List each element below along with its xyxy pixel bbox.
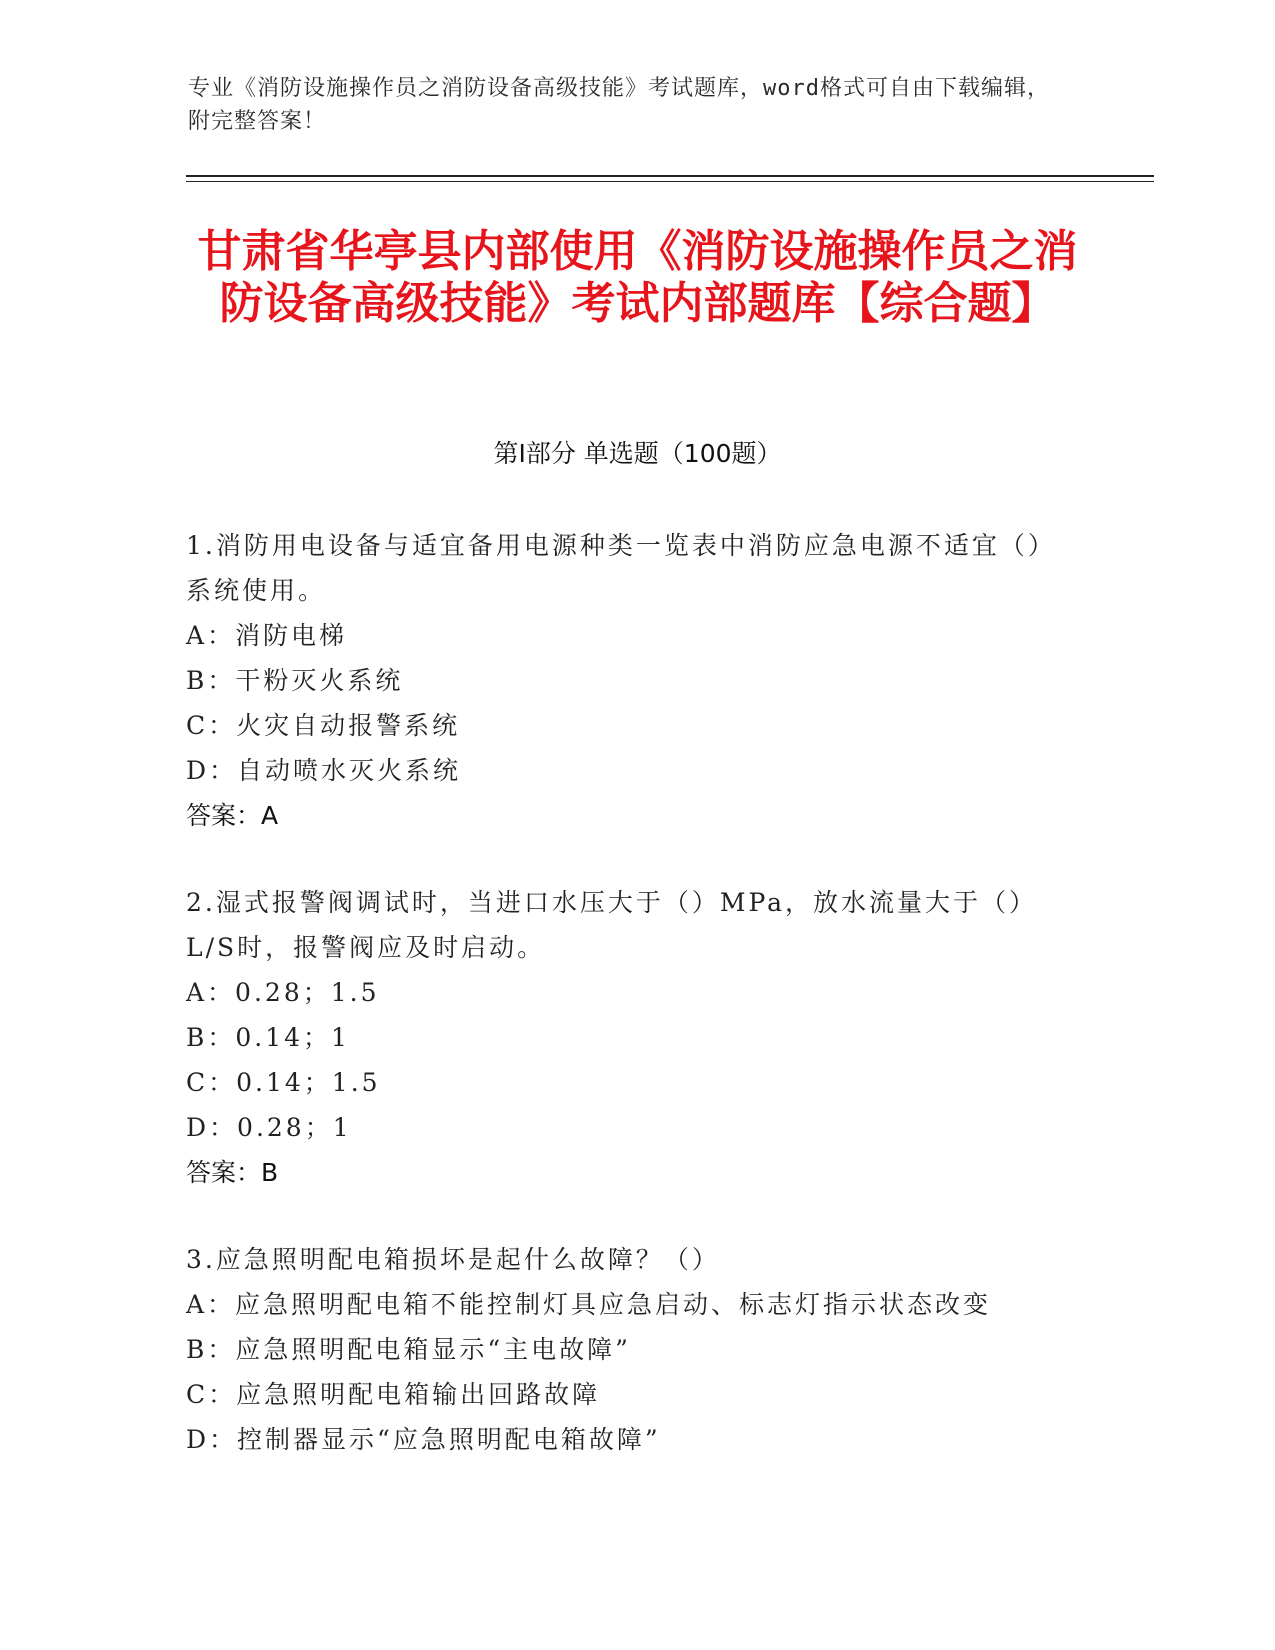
- question-stem: 3.应急照明配电箱损坏是起什么故障？（）: [186, 1245, 720, 1274]
- option-b: B：0.14；1: [186, 1023, 350, 1052]
- option-b: B：干粉灭火系统: [186, 666, 404, 695]
- option-c: C：火灾自动报警系统: [186, 711, 461, 740]
- question-1: [186, 523, 1066, 838]
- header-divider-thin: [186, 181, 1154, 182]
- question-2: [186, 880, 1066, 1195]
- question-3: [186, 1237, 1066, 1462]
- document-title: 甘肃省华亭县内部使用《消防设施操作员之消防设备高级技能》考试内部题库【综合题】: [197, 226, 1078, 329]
- option-d: D：自动喷水灭火系统: [186, 756, 462, 785]
- question-list: [186, 523, 1066, 1504]
- option-c: C：0.14；1.5: [186, 1068, 381, 1097]
- answer: 答案：B: [186, 1158, 279, 1187]
- section-heading: 第I部分 单选题（100题）: [493, 439, 782, 468]
- question-stem: 2.湿式报警阀调试时，当进口水压大于（）MPa，放水流量大于（）L/S时，报警阀应及时启动。: [186, 888, 1038, 962]
- header-note: 专业《消防设施操作员之消防设备高级技能》考试题库，word格式可自由下载编辑，附完整答案！: [188, 76, 1050, 134]
- question-stem: 1.消防用电设备与适宜备用电源种类一览表中消防应急电源不适宜（）系统使用。: [186, 531, 1056, 605]
- option-b: B：应急照明配电箱显示“主电故障”: [186, 1335, 631, 1364]
- option-c: C：应急照明配电箱输出回路故障: [186, 1380, 601, 1409]
- option-a: A：应急照明配电箱不能控制灯具应急启动、标志灯指示状态改变: [186, 1290, 992, 1319]
- option-d: D：控制器显示“应急照明配电箱故障”: [186, 1425, 661, 1454]
- option-a: A：消防电梯: [186, 621, 348, 650]
- option-d: D：0.28；1: [186, 1113, 352, 1142]
- option-a: A：0.28；1.5: [186, 978, 380, 1007]
- answer: 答案：A: [186, 801, 279, 830]
- header-divider-thick: [186, 175, 1154, 177]
